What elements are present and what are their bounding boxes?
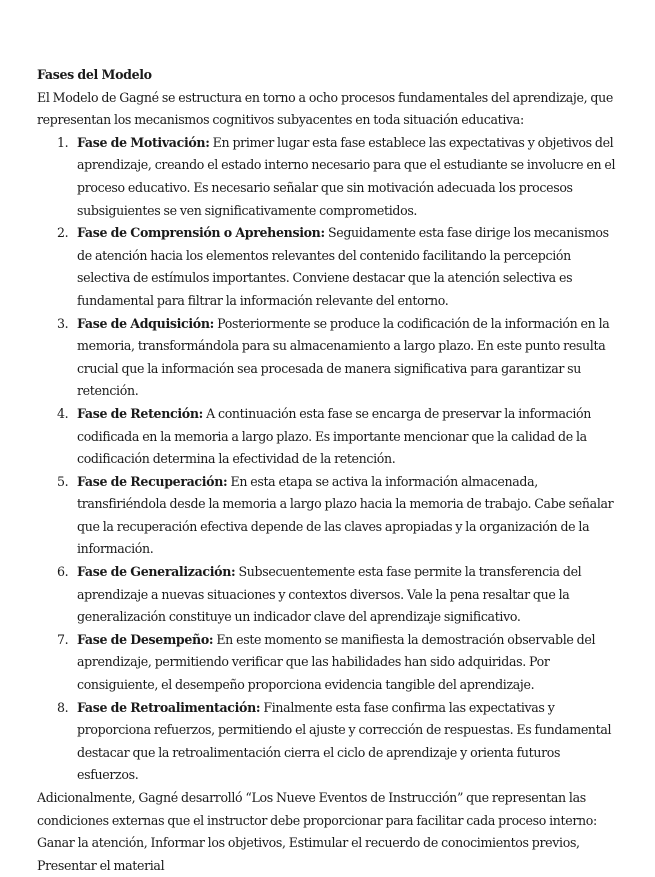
list-item <box>57 132 619 222</box>
phase-term: Fase de Generalización: <box>77 564 236 580</box>
phase-description: A continuación esta fase se encarga de preservar la información codificada en la memoria a largo plazo. Es importante mencionar que la calidad de la codificación determina la efectividad de la retención. <box>77 405 591 467</box>
list-number: 2. <box>57 225 69 241</box>
list-item <box>57 629 619 697</box>
phase-term: Fase de Retención: <box>77 405 203 421</box>
phase-description: En esta etapa se activa la información almacenada, transfiriéndola desde la memoria a largo plazo hacia la memoria de trabajo. Cabe señalar que la recuperación efectiva depende de las claves apropiadas y la organización de la información. <box>77 473 614 557</box>
closing-paragraph: Adicionalmente, Gagné desarrolló “Los Nueve Eventos de Instrucción” que representan las condiciones externas que el instructor debe proporcionar para facilitar cada proceso interno: Ganar la atención, Informar los objetivos, Estimular el recuerdo de conocimientos previos, Presentar el material <box>37 790 597 873</box>
list-item <box>57 471 619 561</box>
list-item <box>57 697 619 787</box>
intro-paragraph: El Modelo de Gagné se estructura en torno a ocho procesos fundamentales del aprendizaje, que representan los mecanismos cognitivos subyacentes en toda situación educativa: <box>37 89 613 128</box>
list-number: 5. <box>57 473 69 489</box>
phases-list <box>37 132 619 787</box>
list-number: 8. <box>57 699 69 715</box>
list-number: 4. <box>57 405 69 421</box>
list-number: 7. <box>57 631 69 647</box>
phase-term: Fase de Recuperación: <box>77 473 228 489</box>
list-item <box>57 222 619 312</box>
phase-term: Fase de Desempeño: <box>77 631 214 647</box>
list-item <box>57 403 619 471</box>
list-number: 1. <box>57 134 69 150</box>
phase-term: Fase de Retroalimentación: <box>77 699 261 715</box>
phase-description: En este momento se manifiesta la demostración observable del aprendizaje, permitiendo verificar que las habilidades han sido adquiridas. Por consiguiente, el desempeño proporciona evidencia tangible del aprendizaje. <box>77 631 596 693</box>
section-heading: Fases del Modelo <box>37 67 152 82</box>
phase-term: Fase de Adquisición: <box>77 315 214 331</box>
phase-description: Subsecuentemente esta fase permite la transferencia del aprendizaje a nuevas situaciones y contextos diversos. Vale la pena resaltar que la generalización constituye un indicador clave del aprendizaje significativo. <box>77 564 582 625</box>
phase-description: Posteriormente se produce la codificación de la información en la memoria, transformándola para su almacenamiento a largo plazo. En este punto resulta crucial que la información sea procesada de manera significativa para garantizar su retención. <box>77 315 610 399</box>
list-item <box>57 313 619 403</box>
list-item <box>57 561 619 629</box>
phase-description: Seguidamente esta fase dirige los mecanismos de atención hacia los elementos relevantes del contenido facilitando la percepción selectiva de estímulos importantes. Conviene destacar que la atención selectiva es fundamental para filtrar la información relevante del entorno. <box>77 225 609 308</box>
phase-term: Fase de Motivación: <box>77 134 210 150</box>
list-number: 3. <box>57 315 69 331</box>
phase-description: En primer lugar esta fase establece las expectativas y objetivos del aprendizaje, creando el estado interno necesario para que el estudiante se involucre en el proceso educativo. Es necesario señalar que sin motivación adecuada los procesos subsiguientes se ven significativamente comprometidos. <box>77 134 616 218</box>
list-number: 6. <box>57 564 69 580</box>
phase-term: Fase de Comprensión o Aprehension: <box>77 225 325 241</box>
phase-description: Finalmente esta fase confirma las expectativas y proporciona refuerzos, permitiendo el ajuste y corrección de respuestas. Es fundamental destacar que la retroalimentación cierra el ciclo de aprendizaje y orienta futuros esfuerzos. <box>77 699 612 783</box>
